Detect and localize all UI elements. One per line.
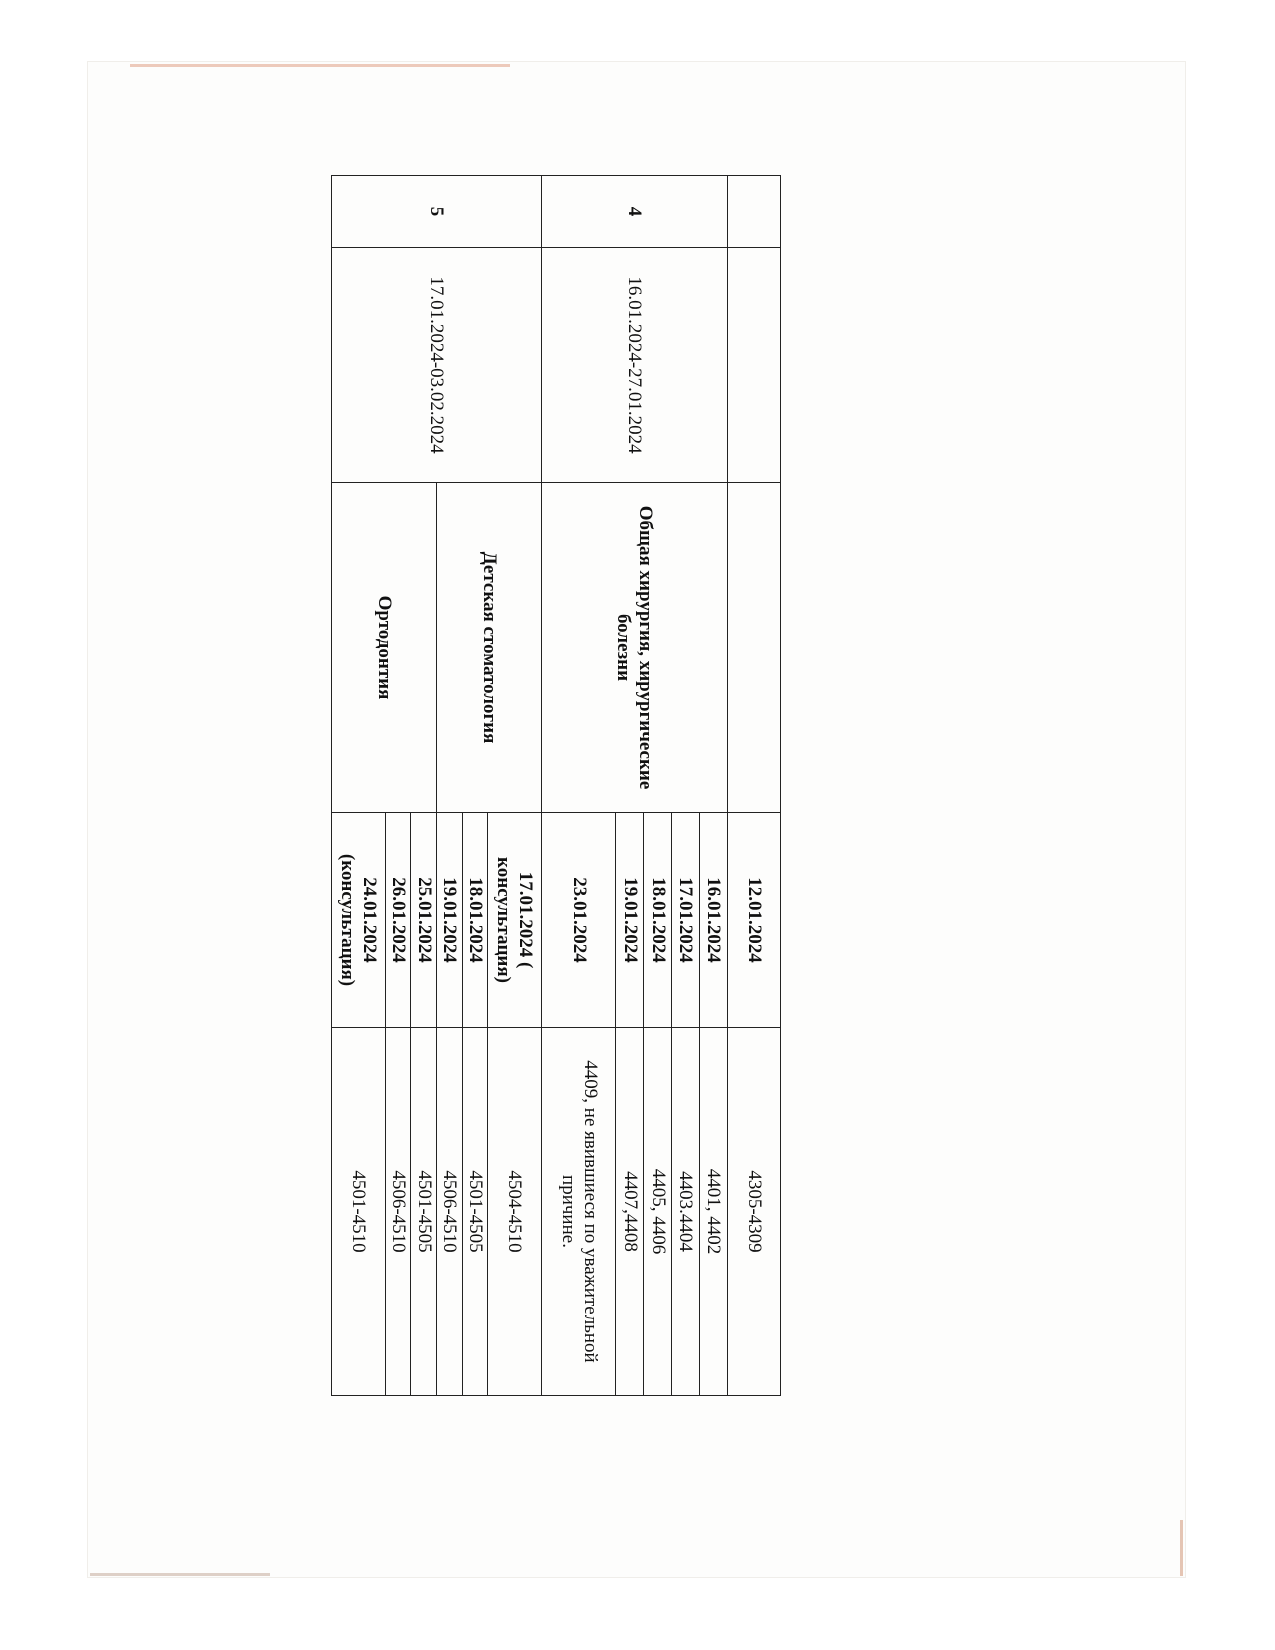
- subject-cell: Общая хирургия, хирургические болезни: [541, 483, 727, 813]
- date-cell: 24.01.2024 (консультация): [332, 813, 386, 1028]
- groups-cell: 4501-4510: [332, 1028, 386, 1396]
- date-cell: 17.01.2024 ( консультация): [488, 813, 541, 1028]
- table-row: [727, 176, 780, 1396]
- date-cell: 23.01.2024: [541, 813, 616, 1028]
- groups-cell: 4305-4309: [727, 1028, 780, 1396]
- groups-cell: 4405, 4406: [644, 1028, 672, 1396]
- groups-cell: 4407,4408: [616, 1028, 644, 1396]
- date-cell: 18.01.2024: [644, 813, 672, 1028]
- groups-cell: 4506-4510: [436, 1028, 462, 1396]
- groups-cell: 4501-4505: [411, 1028, 437, 1396]
- date-cell: 19.01.2024: [436, 813, 462, 1028]
- groups-cell: 4504-4510: [488, 1028, 541, 1396]
- date-cell: 18.01.2024: [462, 813, 488, 1028]
- schedule-table: [331, 175, 781, 1396]
- date-cell: 19.01.2024: [616, 813, 644, 1028]
- date-cell: 26.01.2024: [385, 813, 411, 1028]
- period-cell: [727, 248, 780, 483]
- row-number: [727, 176, 780, 248]
- groups-cell: 4409, не явившиеся по уважительной причине.: [541, 1028, 616, 1396]
- subject-cell: Ортодонтия: [332, 483, 437, 813]
- groups-cell: 4401, 4402: [699, 1028, 727, 1396]
- groups-cell: 4506-4510: [385, 1028, 411, 1396]
- subject-cell: Детская стоматология: [436, 483, 541, 813]
- groups-cell: 4501-4505: [462, 1028, 488, 1396]
- rotated-schedule-table: [331, 175, 781, 1395]
- scan-edge-bottom: [90, 1573, 270, 1576]
- scan-edge-right: [1180, 1520, 1183, 1576]
- scan-edge-top: [130, 64, 510, 67]
- groups-cell: 4403.4404: [672, 1028, 700, 1396]
- row-number: 4: [541, 176, 727, 248]
- period-cell: 16.01.2024-27.01.2024: [541, 248, 727, 483]
- table-row: [699, 176, 727, 1396]
- table-row: [488, 176, 541, 1396]
- period-cell: 17.01.2024-03.02.2024: [332, 248, 542, 483]
- date-cell: 17.01.2024: [672, 813, 700, 1028]
- row-number: 5: [332, 176, 542, 248]
- date-cell: 25.01.2024: [411, 813, 437, 1028]
- date-cell: 16.01.2024: [699, 813, 727, 1028]
- subject-cell: [727, 483, 780, 813]
- date-cell: 12.01.2024: [727, 813, 780, 1028]
